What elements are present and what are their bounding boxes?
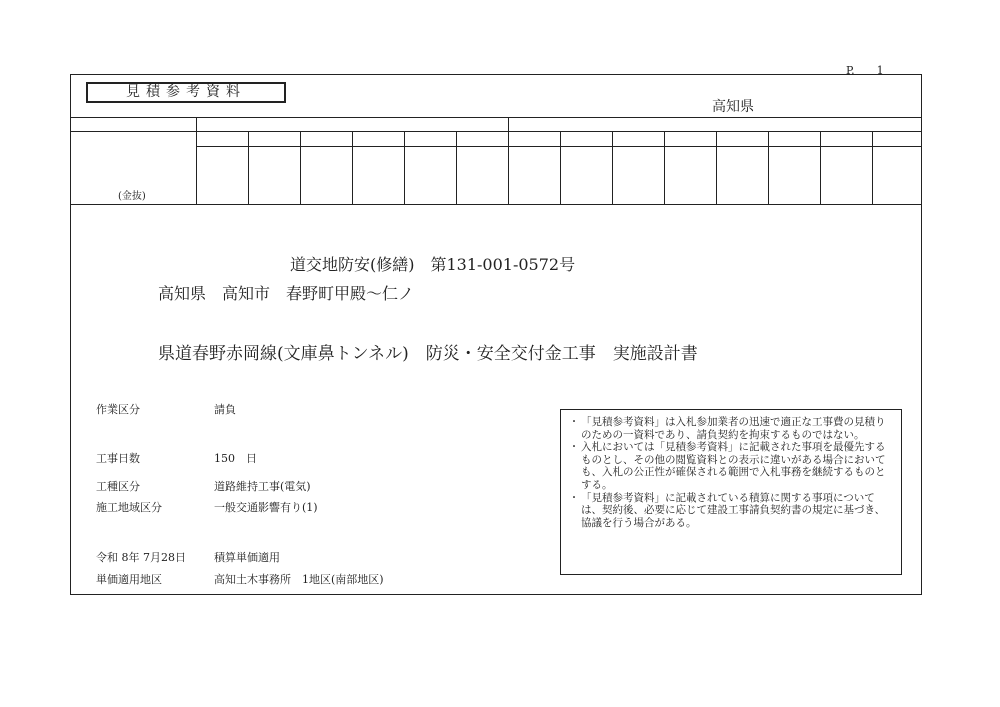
field-value-price-region: 高知土木事務所 1地区(南部地区) bbox=[214, 573, 384, 586]
notice-bullet: ・ bbox=[568, 441, 580, 454]
notice-text: 「見積参考資料」は入札参加業者の迅速で適正な工事費の見積りのための一資料であり、請負契約を拘束するものではない。 bbox=[581, 416, 886, 441]
project-name: 県道春野赤岡線(文庫鼻トンネル) 防災・安全交付金工事 実施設計書 bbox=[158, 344, 698, 364]
project-code-line: 道交地防安(修繕) 第131-001-0572号 bbox=[290, 255, 576, 274]
notice-item bbox=[567, 416, 895, 441]
notice-text: 入札においては「見積参考資料」に記載された事項を最優先するものとし、その他の閲覧資料との表示に違いがある場合においても、入札の公正性が確保される範囲で入札事務を継続するものとする。 bbox=[581, 441, 886, 491]
field-value-construction-class: 道路維持工事(電気) bbox=[214, 480, 311, 493]
notice-bullet: ・ bbox=[568, 491, 580, 504]
notice-bullet: ・ bbox=[568, 416, 580, 428]
notice-item bbox=[567, 441, 895, 491]
field-label-duration: 工事日数 bbox=[96, 452, 140, 465]
field-label-price-region: 単価適用地区 bbox=[96, 573, 162, 586]
amount-excluded-note: (金抜) bbox=[118, 191, 146, 202]
doc-type-title: 見積参考資料 bbox=[86, 82, 286, 103]
field-value-duration: 150 日 bbox=[214, 452, 257, 465]
field-label-area-class: 施工地域区分 bbox=[96, 501, 162, 514]
field-value-work-type: 請負 bbox=[214, 403, 236, 416]
page-number: P. 1 bbox=[846, 64, 884, 77]
field-value-area-class: 一般交通影響有り(1) bbox=[214, 501, 318, 514]
field-value-price-date: 積算単価適用 bbox=[214, 551, 280, 564]
field-label-construction-class: 工種区分 bbox=[96, 480, 140, 493]
project-location: 高知県 高知市 春野町甲殿～仁ノ bbox=[158, 284, 415, 303]
prefecture-label: 高知県 bbox=[712, 99, 754, 115]
field-label-price-date: 令和 8年 7月28日 bbox=[96, 551, 186, 564]
notice-text: 「見積参考資料」に記載されている積算に関する事項については、契約後、必要に応じて建設工事請負契約書の規定に基づき、協議を行う場合がある。 bbox=[581, 491, 886, 529]
notice-box bbox=[560, 409, 902, 575]
notice-item bbox=[567, 492, 895, 530]
field-label-work-type: 作業区分 bbox=[96, 403, 140, 416]
